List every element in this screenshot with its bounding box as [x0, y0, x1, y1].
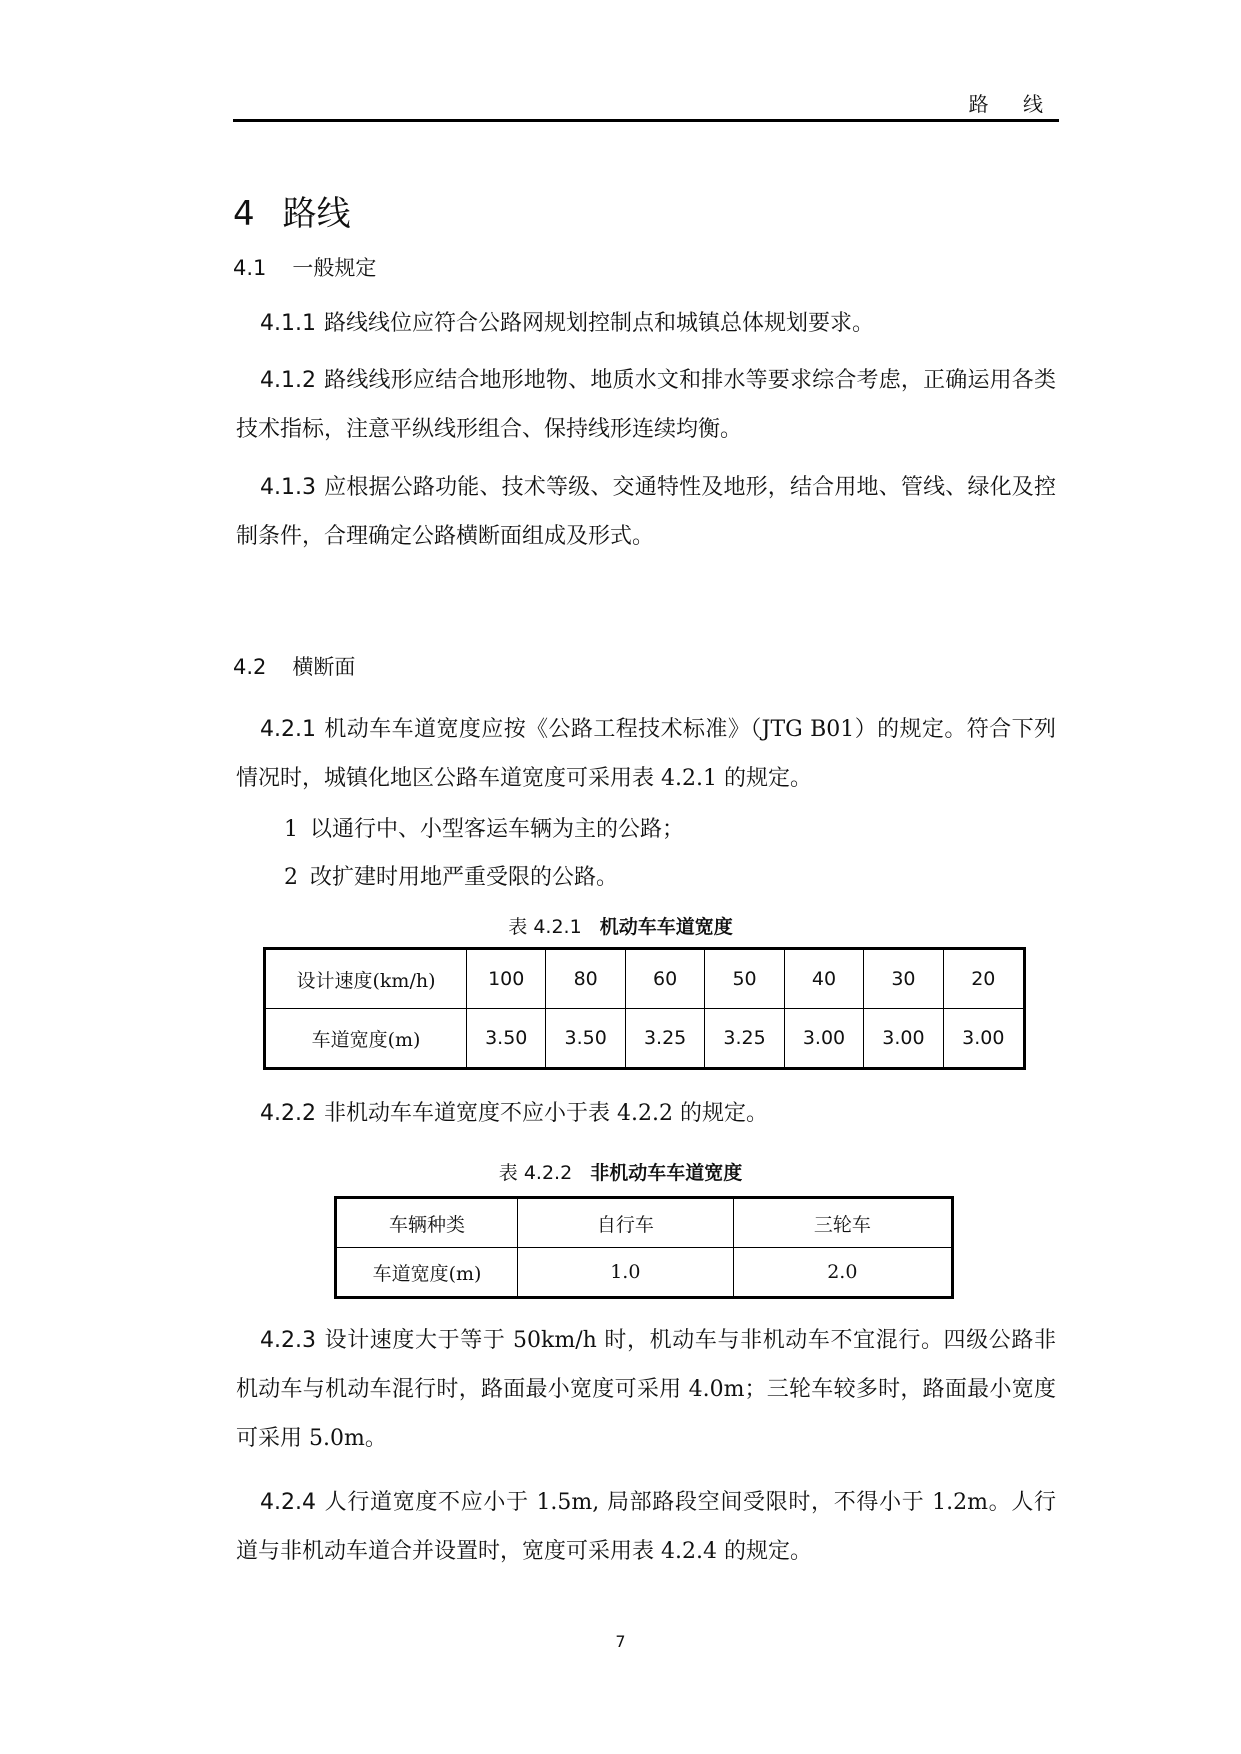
- speed-cell: 50: [705, 949, 784, 1009]
- table-number: 表 4.2.2: [498, 1162, 573, 1184]
- clause-text: 非机动车车道宽度不应小于表 4.2.2 的规定。: [323, 1101, 768, 1126]
- list-item-number: 2: [284, 865, 298, 890]
- table-row-width: [336, 1248, 953, 1298]
- clause-text: 设计速度大于等于 50km/h 时，机动车与非机动车不宜混行。四级公路非机动车与机动车混行时，路面最小宽度可采用 4.0m；三轮车较多时，路面最小宽度可采用 5.0m。: [236, 1328, 1056, 1451]
- row-header: 车辆种类: [336, 1198, 518, 1248]
- clause-4-2-2: [236, 1089, 1056, 1138]
- clause-4-2-1: [236, 705, 1056, 803]
- clause-text: 人行道宽度不应小于 1.5m, 局部路段空间受限时，不得小于 1.2m。人行道与非机动车道合并设置时，宽度可采用表 4.2.4 的规定。: [236, 1490, 1056, 1564]
- table-row-width: [265, 1009, 1025, 1069]
- width-cell: 3.25: [625, 1009, 704, 1069]
- width-cell: 3.00: [943, 1009, 1024, 1069]
- vehicle-type-cell: 三轮车: [733, 1198, 952, 1248]
- table-caption-4-2-1: [0, 912, 1241, 939]
- speed-cell: 30: [864, 949, 943, 1009]
- width-cell: 3.00: [864, 1009, 943, 1069]
- clause-text: 路线线形应结合地形地物、地质水文和排水等要求综合考虑，正确运用各类技术指标，注意平纵线形组合、保持线形连续均衡。: [236, 368, 1056, 442]
- chapter-name: 路线: [282, 194, 351, 234]
- list-item-number: 1: [284, 817, 298, 842]
- clause-number: 4.2.1: [260, 717, 316, 742]
- clause-4-1-2: [236, 356, 1056, 454]
- clause-number: 4.2.2: [260, 1101, 316, 1126]
- table-row-speed: [265, 949, 1025, 1009]
- width-cell: 2.0: [733, 1248, 952, 1298]
- speed-cell: 100: [467, 949, 546, 1009]
- table-row-vehicle-type: [336, 1198, 953, 1248]
- row-header: 车道宽度(m): [265, 1009, 467, 1069]
- width-cell: 3.00: [784, 1009, 863, 1069]
- width-cell: 3.50: [546, 1009, 625, 1069]
- clause-4-2-3: [236, 1316, 1056, 1463]
- list-item: [284, 860, 618, 891]
- table-title: 机动车车道宽度: [599, 916, 733, 938]
- section-number: 4.2: [233, 655, 267, 679]
- table-caption-4-2-2: [0, 1158, 1241, 1185]
- list-item-text: 以通行中、小型客运车辆为主的公路；: [310, 817, 685, 842]
- clause-4-2-4: [236, 1478, 1056, 1576]
- table-title: 非机动车车道宽度: [590, 1162, 743, 1184]
- clause-text: 路线线位应符合公路网规划控制点和城镇总体规划要求。: [323, 311, 874, 336]
- speed-cell: 40: [784, 949, 863, 1009]
- table-number: 表 4.2.1: [508, 916, 582, 938]
- clause-number: 4.1.2: [260, 368, 316, 393]
- section-name: 一般规定: [292, 256, 377, 280]
- clause-4-1-3: [236, 463, 1056, 561]
- clause-number: 4.2.4: [260, 1490, 316, 1515]
- section-number: 4.1: [233, 256, 267, 280]
- clause-number: 4.2.3: [260, 1328, 316, 1353]
- row-header: 设计速度(km/h): [265, 949, 467, 1009]
- table-nonmotor-lane-width: [334, 1196, 954, 1299]
- clause-text: 机动车车道宽度应按《公路工程技术标准》（JTG B01）的规定。符合下列情况时，城镇化地区公路车道宽度可采用表 4.2.1 的规定。: [236, 717, 1056, 791]
- chapter-title: [233, 186, 351, 235]
- chapter-number: 4: [233, 194, 255, 234]
- vehicle-type-cell: 自行车: [518, 1198, 734, 1248]
- page-number: 7: [615, 1632, 626, 1651]
- clause-number: 4.1.3: [260, 475, 316, 500]
- section-heading-4-2: [233, 651, 355, 681]
- speed-cell: 20: [943, 949, 1024, 1009]
- clause-number: 4.1.1: [260, 311, 316, 336]
- list-item: [284, 812, 684, 843]
- section-name: 横断面: [292, 655, 356, 679]
- running-header: 路 线: [968, 92, 1057, 116]
- row-header: 车道宽度(m): [336, 1248, 518, 1298]
- width-cell: 3.25: [705, 1009, 784, 1069]
- clause-text: 应根据公路功能、技术等级、交通特性及地形，结合用地、管线、绿化及控制条件，合理确定公路横断面组成及形式。: [236, 475, 1056, 549]
- speed-cell: 80: [546, 949, 625, 1009]
- width-cell: 1.0: [518, 1248, 734, 1298]
- header-rule: [233, 119, 1059, 122]
- table-motor-lane-width: [263, 947, 1026, 1070]
- clause-4-1-1: [236, 299, 1056, 348]
- width-cell: 3.50: [467, 1009, 546, 1069]
- list-item-text: 改扩建时用地严重受限的公路。: [310, 865, 619, 890]
- speed-cell: 60: [625, 949, 704, 1009]
- section-heading-4-1: [233, 252, 376, 282]
